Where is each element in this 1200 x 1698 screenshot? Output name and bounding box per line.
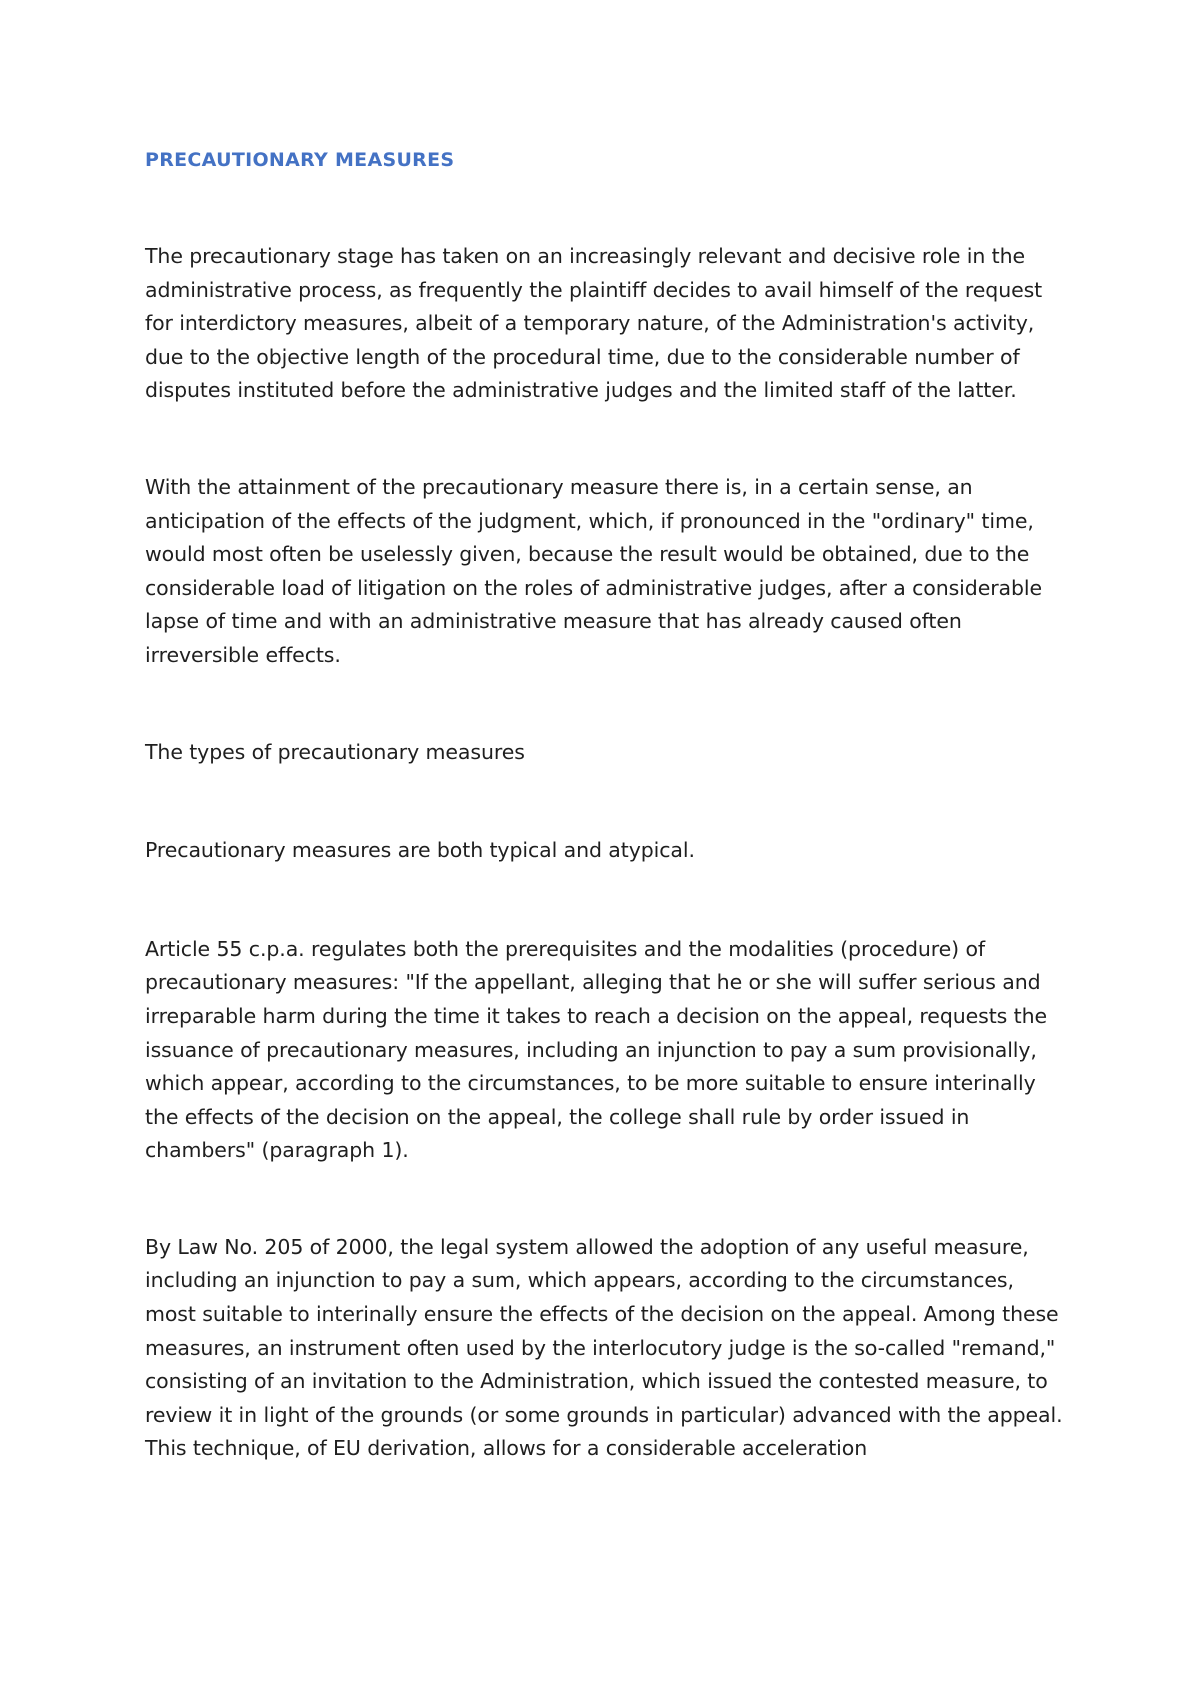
paragraph-article-55: Article 55 c.p.a. regulates both the prerequisites and the modalities (procedure) of precautionary measures: "If the appellant, alleging that he or she will suffer serious and irreparable harm during the time it takes to reach a decision on the appeal, requests the issuance of precautionary measures, including an injunction to pay a sum provisionally, which appear, according to the circumstances, to be more suitable to ensure interinally the effects of the decision on the appeal, the college shall rule by order issued in chambers" (paragraph 1). [145, 936, 1047, 1163]
subheading-types-of-measures: The types of precautionary measures [145, 739, 525, 764]
document-body [145, 143, 1065, 1529]
paragraph-precautionary-stage: The precautionary stage has taken on an increasingly relevant and decisive role in the administrative process, as frequently the plaintiff decides to avail himself of the request for interdictory measures, albeit of a temporary nature, of the Administration's activity, due to the objective length of the procedural time, due to the considerable number of disputes instituted before the administrative judges and the limited staff of the latter. [145, 244, 1043, 403]
paragraph-anticipation-of-effects: With the attainment of the precautionary measure there is, in a certain sense, an anticipation of the effects of the judgment, which, if pronounced in the "ordinary" time, would most often be uselessly given, because the result would be obtained, due to the considerable load of litigation on the roles of administrative judges, after a considerable lapse of time and with an administrative measure that has already caused often irreversible effects. [145, 474, 1043, 667]
section-heading: PRECAUTIONARY MEASURES [145, 149, 455, 171]
paragraph-typical-atypical: Precautionary measures are both typical and atypical. [145, 838, 695, 863]
paragraph-law-205-2000: By Law No. 205 of 2000, the legal system allowed the adoption of any useful measure, including an injunction to pay a sum, which appears, according to the circumstances, most suitable to interinally ensure the effects of the decision on the appeal. Among these measures, an instrument often used by the interlocutory judge is the so-called "remand," consisting of an invitation to the Administration, which issued the contested measure, to review it in light of the grounds (or some grounds in particular) advanced with the appeal. This technique, of EU derivation, allows for a considerable acceleration [145, 1234, 1063, 1461]
